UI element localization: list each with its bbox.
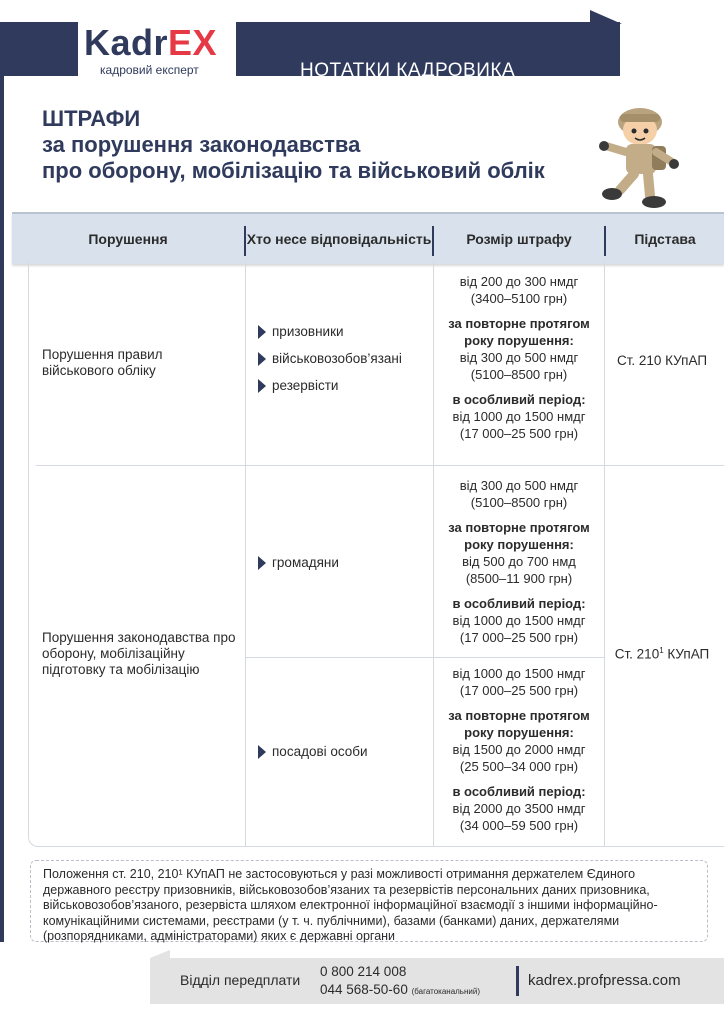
column-divider bbox=[245, 262, 246, 846]
bullet-arrow-icon bbox=[258, 325, 266, 339]
bullet-arrow-icon bbox=[258, 745, 266, 759]
row2-violation: Порушення законодавства про оборону, мобілізаційну підготовку та мобілізацію bbox=[42, 630, 236, 677]
header-responsible: Хто несе відповідальність bbox=[246, 230, 432, 247]
row-divider bbox=[36, 465, 724, 466]
list-item: громадяни bbox=[258, 555, 339, 570]
header-fine: Розмір штрафу bbox=[466, 230, 572, 247]
header-violation: Порушення bbox=[88, 230, 168, 247]
phone-number[interactable]: 0 800 214 008 bbox=[320, 964, 407, 979]
logo bbox=[78, 18, 236, 80]
page-title: ШТРАФИ за порушення законодавства про оборону, мобілізацію та військовий облік bbox=[42, 106, 545, 183]
header-basis: Підстава bbox=[634, 230, 696, 247]
row2-sub2-fine: від 1000 до 1500 нмдг (17 000–25 500 грн) за повторне протягом року порушення: від 1500 до 2000 нмдг (25 500–34 000 грн) в особливий період: від 2000 до 3500 нмдг (34 000–59 500 грн) bbox=[448, 666, 590, 833]
bullet-arrow-icon bbox=[258, 556, 266, 570]
column-divider bbox=[604, 262, 605, 846]
row2-sub1-fine: від 300 до 500 нмдг (5100–8500 грн) за повторне протягом року порушення: від 500 до 700 нмд (8500–11 900 грн) в особливий період: від 1000 до 1500 нмдг (17 000–25 500 грн) bbox=[448, 478, 590, 645]
footer-tab bbox=[150, 950, 170, 958]
soldier-mascot-icon bbox=[594, 96, 690, 212]
footer-divider bbox=[516, 966, 519, 996]
bullet-arrow-icon bbox=[258, 379, 266, 393]
phone-number[interactable]: 044 568-50-60 (багатоканальний) bbox=[320, 982, 480, 997]
website-link[interactable]: kadrex.profpressa.com bbox=[528, 972, 681, 989]
left-edge-bar bbox=[0, 76, 4, 942]
subrow-divider bbox=[246, 657, 604, 658]
list-item: призовники bbox=[258, 324, 344, 339]
footnote-box bbox=[30, 860, 708, 942]
column-divider bbox=[433, 262, 434, 846]
section-title: НОТАТКИ КАДРОВИКА bbox=[300, 60, 516, 81]
logo-tagline: кадровий експерт bbox=[100, 63, 199, 77]
subscription-label: Відділ передплати bbox=[180, 972, 301, 988]
bullet-arrow-icon bbox=[258, 352, 266, 366]
row2-basis: Ст. $210^1$ КУпАП bbox=[614, 646, 710, 662]
list-item: посадові особи bbox=[258, 744, 368, 759]
table-header bbox=[12, 212, 724, 264]
row1-basis: Ст. 210 КУпАП bbox=[616, 353, 708, 368]
footnote-text: Положення ст. 210, 210¹ КУпАП не застосовуються у разі можливості отримання держателем Єдиного державного реєстру призовників, військовозобов’язаних та резервістів персональних даних призовника, військовозобов’язаного, резервіста шляхом електронної інформаційної взаємодії з іншими інформаційно-комунікаційними системами, реєстрами (у т. ч. публічними), базами (банками) даних, держателями (розпорядниками, адміністраторами) яких є державні органи bbox=[43, 867, 658, 943]
list-item: резервісти bbox=[258, 378, 338, 393]
list-item: військовозобов’язані bbox=[258, 351, 402, 366]
logo-wordmark: KadrEX bbox=[84, 22, 218, 63]
footer bbox=[150, 958, 724, 1004]
row1-violation: Порушення правил військового обліку bbox=[42, 347, 163, 378]
row1-fine: від 200 до 300 нмдг (3400–5100 грн) за повторне протягом року порушення: від 300 до 500 нмдг (5100–8500 грн) в особливий період: від 1000 до 1500 нмдг (17 000–25 500 грн) bbox=[448, 274, 590, 441]
